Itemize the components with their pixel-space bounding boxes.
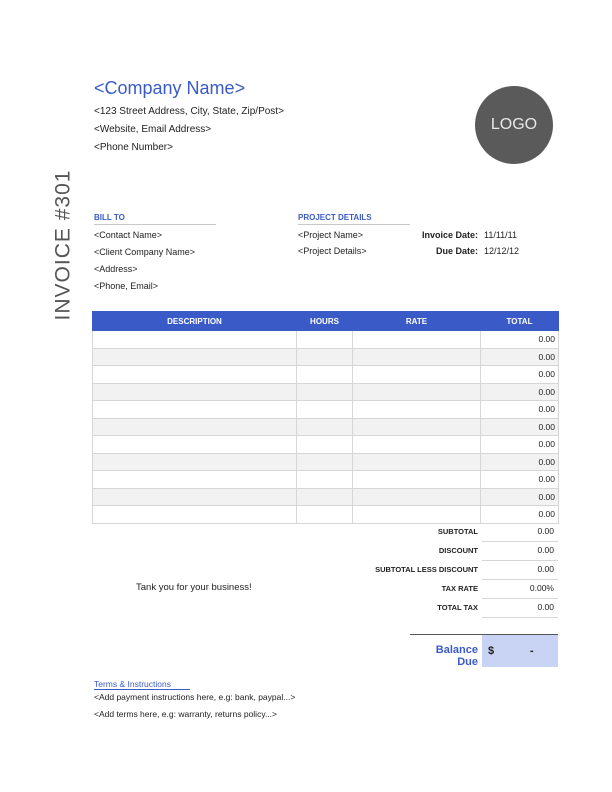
table-row bbox=[93, 436, 559, 454]
table-body bbox=[93, 331, 559, 524]
summary-divider bbox=[482, 617, 558, 618]
cell-hours[interactable] bbox=[297, 453, 353, 471]
cell-rate[interactable] bbox=[353, 383, 481, 401]
cell-total[interactable]: 0.00 bbox=[481, 488, 559, 506]
summary-value[interactable]: 0.00 bbox=[537, 545, 554, 555]
cell-hours[interactable] bbox=[297, 366, 353, 384]
table-row bbox=[93, 418, 559, 436]
summary-divider bbox=[482, 541, 558, 542]
due-date-value: 12/12/12 bbox=[484, 246, 520, 256]
table-row bbox=[93, 506, 559, 524]
cell-total[interactable]: 0.00 bbox=[481, 436, 559, 454]
col-hours: HOURS bbox=[297, 312, 353, 331]
table-row bbox=[93, 471, 559, 489]
cell-total[interactable]: 0.00 bbox=[481, 383, 559, 401]
summary-label: TAX RATE bbox=[441, 584, 478, 593]
cell-description[interactable] bbox=[93, 488, 297, 506]
cell-total[interactable]: 0.00 bbox=[481, 418, 559, 436]
cell-rate[interactable] bbox=[353, 401, 481, 419]
table-row bbox=[93, 401, 559, 419]
cell-hours[interactable] bbox=[297, 506, 353, 524]
invoice-title-text: INVOICE #301 bbox=[51, 169, 74, 321]
bill-to-heading: BILL TO bbox=[94, 213, 216, 225]
cell-description[interactable] bbox=[93, 383, 297, 401]
terms-policy-line: <Add terms here, e.g: warranty, returns policy...> bbox=[94, 709, 277, 719]
cell-rate[interactable] bbox=[353, 453, 481, 471]
bill-to-address: <Address> bbox=[94, 264, 138, 274]
cell-rate[interactable] bbox=[353, 488, 481, 506]
table-row bbox=[93, 331, 559, 349]
cell-total[interactable]: 0.00 bbox=[481, 331, 559, 349]
balance-amount: - bbox=[530, 645, 534, 657]
project-name: <Project Name> bbox=[298, 230, 364, 240]
cell-rate[interactable] bbox=[353, 436, 481, 454]
balance-due-label: Balance Due bbox=[435, 644, 478, 668]
logo-placeholder bbox=[475, 86, 553, 164]
cell-description[interactable] bbox=[93, 453, 297, 471]
cell-total[interactable]: 0.00 bbox=[481, 453, 559, 471]
cell-total[interactable]: 0.00 bbox=[481, 471, 559, 489]
cell-description[interactable] bbox=[93, 366, 297, 384]
logo-text: LOGO bbox=[490, 116, 538, 133]
cell-hours[interactable] bbox=[297, 383, 353, 401]
col-total: TOTAL bbox=[481, 312, 559, 331]
project-details: <Project Details> bbox=[298, 246, 367, 256]
cell-description[interactable] bbox=[93, 436, 297, 454]
cell-rate[interactable] bbox=[353, 348, 481, 366]
terms-heading: Terms & Instructions bbox=[94, 679, 190, 690]
summary-divider bbox=[482, 579, 558, 580]
col-description: DESCRIPTION bbox=[93, 312, 297, 331]
invoice-title bbox=[40, 170, 86, 320]
company-web-email: <Website, Email Address> bbox=[94, 124, 212, 135]
cell-total[interactable]: 0.00 bbox=[481, 401, 559, 419]
summary-value[interactable]: 0.00 bbox=[537, 526, 554, 536]
cell-rate[interactable] bbox=[353, 471, 481, 489]
cell-hours[interactable] bbox=[297, 436, 353, 454]
summary-value[interactable]: 0.00 bbox=[537, 564, 554, 574]
cell-hours[interactable] bbox=[297, 401, 353, 419]
cell-hours[interactable] bbox=[297, 488, 353, 506]
table-row bbox=[93, 383, 559, 401]
summary-label: DISCOUNT bbox=[438, 546, 478, 555]
cell-rate[interactable] bbox=[353, 331, 481, 349]
due-date-label: Due Date: bbox=[435, 246, 478, 256]
cell-hours[interactable] bbox=[297, 471, 353, 489]
company-name: <Company Name> bbox=[94, 78, 246, 98]
table-row bbox=[93, 453, 559, 471]
col-rate: RATE bbox=[353, 312, 481, 331]
table-header-row bbox=[93, 312, 559, 331]
bill-to-company: <Client Company Name> bbox=[94, 247, 196, 257]
cell-description[interactable] bbox=[93, 471, 297, 489]
summary-divider bbox=[482, 598, 558, 599]
cell-rate[interactable] bbox=[353, 418, 481, 436]
cell-description[interactable] bbox=[93, 506, 297, 524]
invoice-date-value: 11/11/11 bbox=[484, 230, 518, 240]
cell-description[interactable] bbox=[93, 331, 297, 349]
summary-value[interactable]: 0.00 bbox=[537, 602, 554, 612]
cell-hours[interactable] bbox=[297, 418, 353, 436]
summary-label: TOTAL TAX bbox=[437, 603, 478, 612]
cell-total[interactable]: 0.00 bbox=[481, 506, 559, 524]
cell-hours[interactable] bbox=[297, 348, 353, 366]
cell-hours[interactable] bbox=[297, 331, 353, 349]
bill-to-phone-email: <Phone, Email> bbox=[94, 281, 159, 291]
table-row bbox=[93, 488, 559, 506]
cell-rate[interactable] bbox=[353, 366, 481, 384]
thank-you-note: Tank you for your business! bbox=[136, 582, 252, 593]
table-row bbox=[93, 348, 559, 366]
summary-divider bbox=[482, 560, 558, 561]
cell-description[interactable] bbox=[93, 348, 297, 366]
cell-description[interactable] bbox=[93, 418, 297, 436]
balance-currency: $ bbox=[488, 645, 495, 657]
invoice-date-label: Invoice Date: bbox=[421, 230, 478, 240]
cell-description[interactable] bbox=[93, 401, 297, 419]
summary-label: SUBTOTAL bbox=[437, 527, 478, 536]
line-items-table bbox=[92, 311, 559, 524]
cell-rate[interactable] bbox=[353, 506, 481, 524]
company-phone: <Phone Number> bbox=[94, 142, 173, 153]
cell-total[interactable]: 0.00 bbox=[481, 348, 559, 366]
terms-payment-line: <Add payment instructions here, e.g: bank, paypal...> bbox=[94, 692, 296, 702]
summary-label: SUBTOTAL LESS DISCOUNT bbox=[375, 565, 478, 574]
bill-to-contact: <Contact Name> bbox=[94, 230, 163, 240]
company-address: <123 Street Address, City, State, Zip/Post> bbox=[94, 106, 284, 117]
cell-total[interactable]: 0.00 bbox=[481, 366, 559, 384]
project-details-heading: PROJECT DETAILS bbox=[298, 213, 410, 225]
table-row bbox=[93, 366, 559, 384]
summary-value[interactable]: 0.00% bbox=[529, 583, 554, 593]
